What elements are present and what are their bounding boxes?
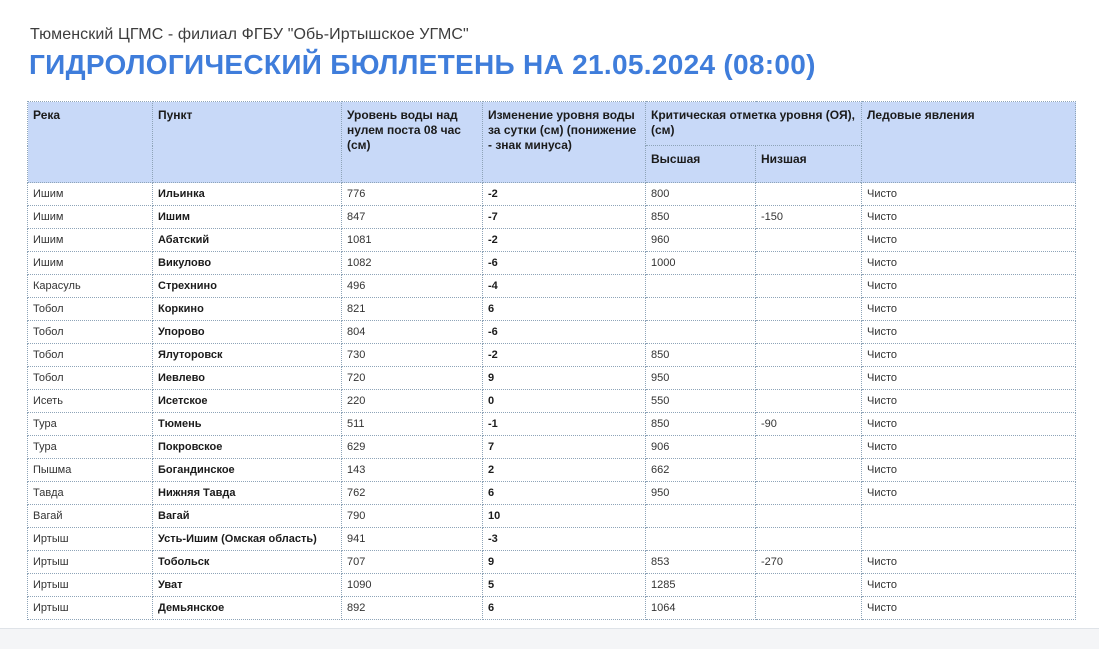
point-cell: Тюмень xyxy=(153,413,342,436)
bulletin-title: ГИДРОЛОГИЧЕСКИЙ БЮЛЛЕТЕНЬ НА 21.05.2024 (08:00) xyxy=(29,49,816,80)
table-row xyxy=(28,551,1076,574)
ice-cell: Чисто xyxy=(862,482,1076,505)
change-cell: -1 xyxy=(483,413,646,436)
table-row xyxy=(28,597,1076,620)
point-cell: Ишим xyxy=(153,206,342,229)
river-cell: Ишим xyxy=(28,183,153,206)
ice-cell: Чисто xyxy=(862,574,1076,597)
river-cell: Ишим xyxy=(28,206,153,229)
critical-low-cell xyxy=(756,344,862,367)
ice-cell: Чисто xyxy=(862,597,1076,620)
level-cell: 941 xyxy=(342,528,483,551)
point-cell: Покровское xyxy=(153,436,342,459)
critical-high-cell: 800 xyxy=(646,183,756,206)
critical-low-cell xyxy=(756,459,862,482)
col-header-critical-low: Низшая xyxy=(756,146,862,183)
point-cell: Исетское xyxy=(153,390,342,413)
col-header-critical-high: Высшая xyxy=(646,146,756,183)
river-cell: Тура xyxy=(28,436,153,459)
table-row xyxy=(28,390,1076,413)
ice-cell: Чисто xyxy=(862,390,1076,413)
critical-high-cell xyxy=(646,321,756,344)
ice-cell: Чисто xyxy=(862,367,1076,390)
point-cell: Нижняя Тавда xyxy=(153,482,342,505)
table-row xyxy=(28,482,1076,505)
critical-high-cell: 950 xyxy=(646,482,756,505)
critical-high-cell: 906 xyxy=(646,436,756,459)
change-cell: 0 xyxy=(483,390,646,413)
critical-low-cell xyxy=(756,528,862,551)
critical-low-cell xyxy=(756,574,862,597)
point-cell: Тобольск xyxy=(153,551,342,574)
river-cell: Ишим xyxy=(28,229,153,252)
critical-high-cell: 1000 xyxy=(646,252,756,275)
change-cell: 7 xyxy=(483,436,646,459)
table-row xyxy=(28,528,1076,551)
col-header-change: Изменение уровня воды за сутки (см) (понижение - знак минуса) xyxy=(483,102,646,183)
point-cell: Богандинское xyxy=(153,459,342,482)
change-cell: 10 xyxy=(483,505,646,528)
level-cell: 762 xyxy=(342,482,483,505)
point-cell: Уват xyxy=(153,574,342,597)
river-cell: Иртыш xyxy=(28,574,153,597)
critical-high-cell xyxy=(646,528,756,551)
river-cell: Тавда xyxy=(28,482,153,505)
organization-subtitle: Тюменский ЦГМС - филиал ФГБУ "Обь-Иртышское УГМС" xyxy=(30,26,469,43)
river-cell: Иртыш xyxy=(28,551,153,574)
critical-high-cell: 1064 xyxy=(646,597,756,620)
critical-high-cell xyxy=(646,298,756,321)
river-cell: Тобол xyxy=(28,298,153,321)
point-cell: Усть-Ишим (Омская область) xyxy=(153,528,342,551)
change-cell: -6 xyxy=(483,252,646,275)
critical-low-cell xyxy=(756,597,862,620)
change-cell: -2 xyxy=(483,229,646,252)
point-cell: Упорово xyxy=(153,321,342,344)
ice-cell: Чисто xyxy=(862,436,1076,459)
level-cell: 804 xyxy=(342,321,483,344)
level-cell: 1081 xyxy=(342,229,483,252)
level-cell: 707 xyxy=(342,551,483,574)
critical-low-cell xyxy=(756,275,862,298)
river-cell: Иртыш xyxy=(28,597,153,620)
change-cell: -4 xyxy=(483,275,646,298)
col-header-river: Река xyxy=(28,102,153,183)
ice-cell: Чисто xyxy=(862,229,1076,252)
level-cell: 821 xyxy=(342,298,483,321)
level-cell: 892 xyxy=(342,597,483,620)
critical-low-cell xyxy=(756,482,862,505)
level-cell: 790 xyxy=(342,505,483,528)
ice-cell: Чисто xyxy=(862,206,1076,229)
level-cell: 730 xyxy=(342,344,483,367)
level-cell: 1090 xyxy=(342,574,483,597)
change-cell: -2 xyxy=(483,344,646,367)
critical-low-cell xyxy=(756,505,862,528)
river-cell: Тобол xyxy=(28,321,153,344)
table-row xyxy=(28,574,1076,597)
table-row xyxy=(28,206,1076,229)
change-cell: -3 xyxy=(483,528,646,551)
critical-low-cell xyxy=(756,183,862,206)
table-row xyxy=(28,275,1076,298)
critical-high-cell xyxy=(646,505,756,528)
critical-low-cell xyxy=(756,390,862,413)
change-cell: 6 xyxy=(483,298,646,321)
critical-high-cell: 662 xyxy=(646,459,756,482)
critical-high-cell: 850 xyxy=(646,413,756,436)
river-cell: Тобол xyxy=(28,367,153,390)
ice-cell: Чисто xyxy=(862,252,1076,275)
critical-low-cell xyxy=(756,321,862,344)
table-row xyxy=(28,252,1076,275)
point-cell: Викулово xyxy=(153,252,342,275)
point-cell: Абатский xyxy=(153,229,342,252)
table-row xyxy=(28,183,1076,206)
critical-low-cell: -270 xyxy=(756,551,862,574)
table-row xyxy=(28,459,1076,482)
critical-low-cell xyxy=(756,367,862,390)
change-cell: 9 xyxy=(483,367,646,390)
level-cell: 143 xyxy=(342,459,483,482)
point-cell: Ильинка xyxy=(153,183,342,206)
ice-cell: Чисто xyxy=(862,459,1076,482)
river-cell: Тура xyxy=(28,413,153,436)
level-cell: 847 xyxy=(342,206,483,229)
river-cell: Исеть xyxy=(28,390,153,413)
critical-low-cell xyxy=(756,252,862,275)
ice-cell: Чисто xyxy=(862,413,1076,436)
ice-cell xyxy=(862,505,1076,528)
river-cell: Вагай xyxy=(28,505,153,528)
level-cell: 629 xyxy=(342,436,483,459)
river-cell: Тобол xyxy=(28,344,153,367)
critical-high-cell: 550 xyxy=(646,390,756,413)
table-row xyxy=(28,321,1076,344)
point-cell: Иевлево xyxy=(153,367,342,390)
river-cell: Иртыш xyxy=(28,528,153,551)
change-cell: -6 xyxy=(483,321,646,344)
critical-high-cell: 950 xyxy=(646,367,756,390)
table-row xyxy=(28,367,1076,390)
table-body xyxy=(28,183,1076,620)
critical-high-cell xyxy=(646,275,756,298)
critical-high-cell: 960 xyxy=(646,229,756,252)
level-cell: 496 xyxy=(342,275,483,298)
change-cell: 9 xyxy=(483,551,646,574)
critical-low-cell xyxy=(756,229,862,252)
change-cell: 6 xyxy=(483,597,646,620)
point-cell: Демьянское xyxy=(153,597,342,620)
critical-high-cell: 1285 xyxy=(646,574,756,597)
critical-low-cell: -90 xyxy=(756,413,862,436)
change-cell: 5 xyxy=(483,574,646,597)
critical-low-cell xyxy=(756,298,862,321)
page-footer-strip xyxy=(0,628,1099,649)
ice-cell: Чисто xyxy=(862,344,1076,367)
col-header-critical: Критическая отметка уровня (ОЯ), (см) xyxy=(646,102,862,146)
change-cell: -2 xyxy=(483,183,646,206)
col-header-ice: Ледовые явления xyxy=(862,102,1076,183)
critical-high-cell: 850 xyxy=(646,206,756,229)
ice-cell: Чисто xyxy=(862,551,1076,574)
critical-high-cell: 853 xyxy=(646,551,756,574)
level-cell: 776 xyxy=(342,183,483,206)
level-cell: 220 xyxy=(342,390,483,413)
change-cell: -7 xyxy=(483,206,646,229)
ice-cell: Чисто xyxy=(862,183,1076,206)
river-cell: Пышма xyxy=(28,459,153,482)
ice-cell xyxy=(862,528,1076,551)
table-row xyxy=(28,298,1076,321)
table-row xyxy=(28,229,1076,252)
table-row xyxy=(28,505,1076,528)
table-row xyxy=(28,413,1076,436)
ice-cell: Чисто xyxy=(862,321,1076,344)
level-cell: 720 xyxy=(342,367,483,390)
point-cell: Ялуторовск xyxy=(153,344,342,367)
level-cell: 1082 xyxy=(342,252,483,275)
col-header-level: Уровень воды над нулем поста 08 час (см) xyxy=(342,102,483,183)
critical-low-cell xyxy=(756,436,862,459)
change-cell: 2 xyxy=(483,459,646,482)
ice-cell: Чисто xyxy=(862,275,1076,298)
level-cell: 511 xyxy=(342,413,483,436)
ice-cell: Чисто xyxy=(862,298,1076,321)
river-cell: Карасуль xyxy=(28,275,153,298)
col-header-point: Пункт xyxy=(153,102,342,183)
critical-low-cell: -150 xyxy=(756,206,862,229)
table-row xyxy=(28,436,1076,459)
critical-high-cell: 850 xyxy=(646,344,756,367)
point-cell: Коркино xyxy=(153,298,342,321)
table-row xyxy=(28,344,1076,367)
river-cell: Ишим xyxy=(28,252,153,275)
change-cell: 6 xyxy=(483,482,646,505)
point-cell: Стрехнино xyxy=(153,275,342,298)
hydrology-table xyxy=(27,101,1076,620)
point-cell: Вагай xyxy=(153,505,342,528)
